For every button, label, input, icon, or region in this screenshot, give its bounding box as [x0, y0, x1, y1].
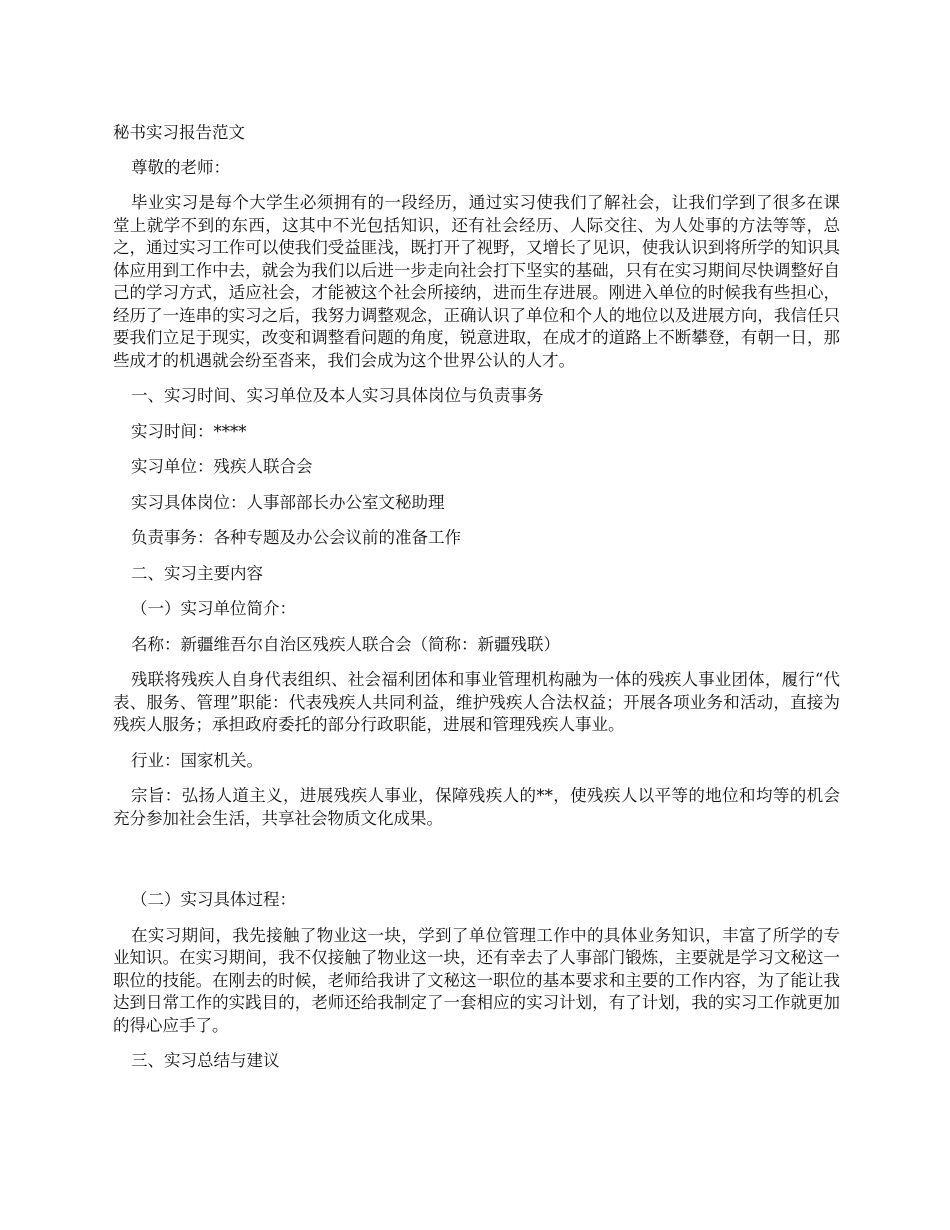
org-name: 名称：新疆维吾尔自治区残疾人联合会（简称：新疆残联） [131, 634, 560, 654]
section-1-heading: 一、实习时间、实习单位及本人实习具体岗位与负责事务 [131, 386, 544, 405]
org-description: 残联将残疾人自身代表组织、社会福利团体和事业管理机构融为一体的残疾人事业团体，履行“代表、服务、管理”职能：代表残疾人共同利益，维护残疾人合法权益；开展各项业务和活动，直接为残疾人服务；承担政府委托的部分行政职能，进展和管理残疾人事业。 [113, 670, 840, 734]
responsibilities: 负责事务：各种专题及办公会议前的准备工作 [131, 528, 461, 547]
process-paragraph: 在实习期间，我先接触了物业这一块，学到了单位管理工作中的具体业务知识，丰富了所学的专业知识。在实习期间，我不仅接触了物业这一块，还有幸去了人事部门锻炼，主要就是学习文秘这一职位的技能。在刚去的时候，老师给我讲了文秘这一职位的基本要求和主要的工作内容，为了能让我达到日常工作的实践目的，老师还给我制定了一套相应的实习计划，有了计划，我的实习工作就更加的得心应手了。 [113, 925, 840, 1035]
internship-unit: 实习单位：残疾人联合会 [131, 457, 313, 476]
blank-gap [113, 843, 840, 889]
document-title: 秘书实习报告范文 [113, 123, 245, 142]
internship-time: 实习时间：**** [131, 421, 247, 441]
subsection-2-heading: （二）实习具体过程： [131, 890, 296, 909]
purpose: 宗旨：弘扬人道主义，进展残疾人事业，保障残疾人的**，使残疾人以平等的地位和均等的机会充分参加社会生活，共享社会物质文化成果。 [113, 786, 840, 828]
subsection-1-heading: （一）实习单位简介： [131, 599, 296, 618]
industry: 行业：国家机关。 [131, 750, 263, 770]
section-2-heading: 二、实习主要内容 [131, 563, 263, 583]
salutation: 尊敬的老师： [131, 157, 230, 177]
document-page [113, 122, 840, 1086]
internship-position: 实习具体岗位：人事部部长办公室文秘助理 [131, 492, 445, 512]
intro-paragraph: 毕业实习是每个大学生必须拥有的一段经历，通过实习使我们了解社会，让我们学到了很多在课堂上就学不到的东西，这其中不光包括知识，还有社会经历、人际交往、为人处事的方法等等，总之，通过实习工作可以使我们受益匪浅，既打开了视野，又增长了见识，使我认识到将所学的知识具体应用到工作中去，就会为我们以后进一步走向社会打下坚实的基础，只有在实习期间尽快调整好自己的学习方式，适应社会，才能被这个社会所接纳，进而生存进展。刚进入单位的时候我有些担心，经历了一连串的实习之后，我努力调整观念，正确认识了单位和个人的地位以及进展方向，我信任只要我们立足于现实，改变和调整看问题的角度，锐意进取，在成才的道路上不断攀登，有朝一日，那些成才的机遇就会纷至沓来，我们会成为这个世界公认的人才。 [113, 193, 840, 370]
section-3-heading: 三、实习总结与建议 [131, 1051, 280, 1070]
